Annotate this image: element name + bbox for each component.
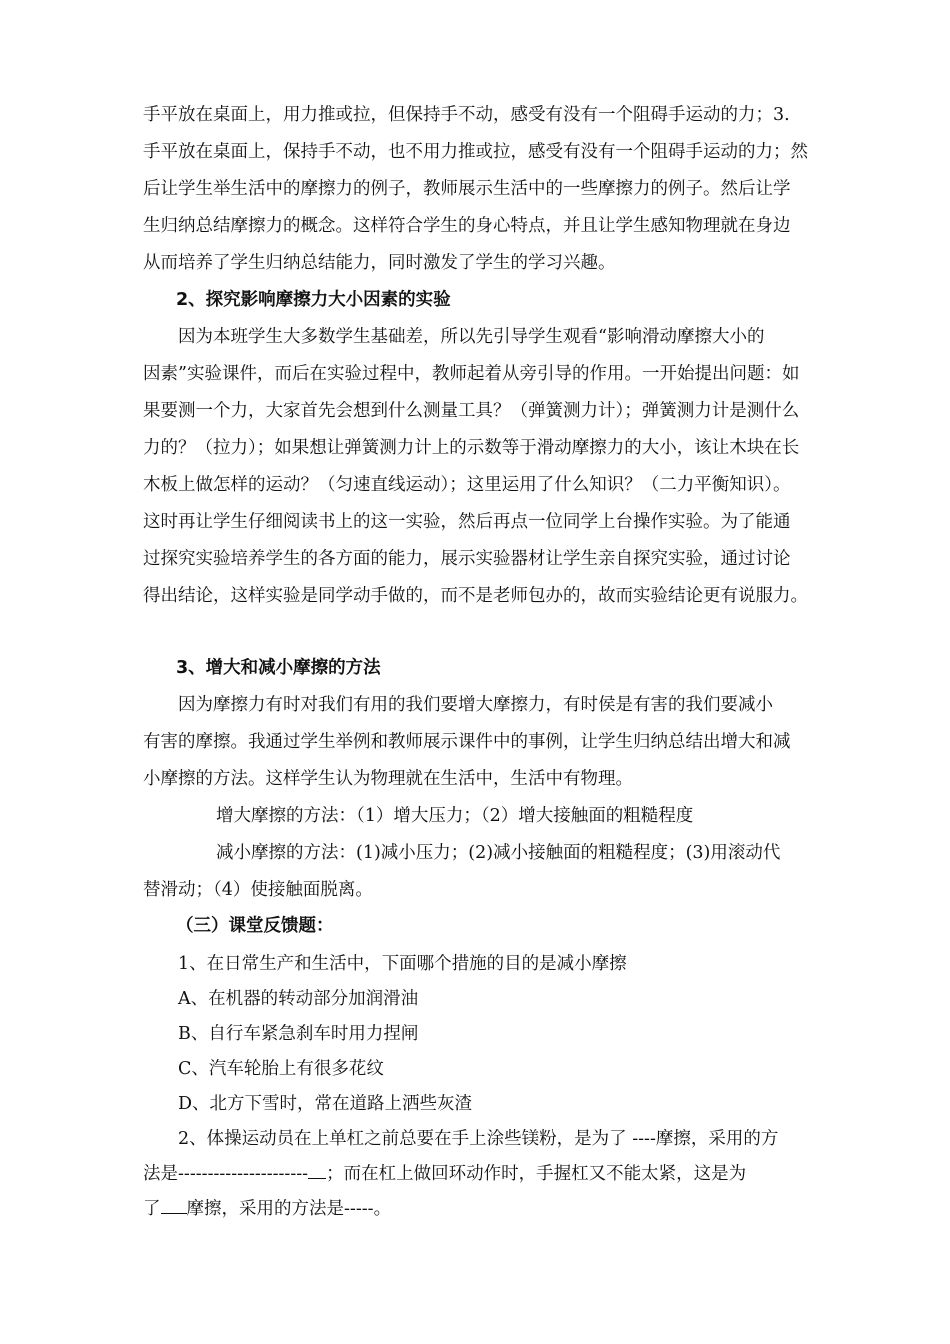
question-option: B、自行车紧急刹车时用力捏闸 — [178, 1024, 419, 1044]
answer-blank: -----。 — [344, 1199, 392, 1219]
paragraph-line: 小摩擦的方法。这样学生认为物理就在生活中，生活中有物理。 — [143, 769, 633, 789]
q2-text: 2、体操运动员在上单杠之前总要在手上涂些镁粉，是为了 — [178, 1129, 633, 1149]
answer-blank: ---- — [632, 1129, 656, 1149]
paragraph-line: 从而培养了学生归纳总结能力，同时激发了学生的学习兴趣。 — [143, 253, 616, 273]
question-option: D、北方下雪时，常在道路上洒些灰渣 — [178, 1094, 473, 1114]
feedback-heading: （三）课堂反馈题： — [176, 916, 334, 936]
paragraph-line: 生归纳总结摩擦力的概念。这样符合学生的身心特点，并且让学生感知物理就在身边 — [143, 216, 791, 236]
answer-blank-underline — [161, 1198, 187, 1214]
question-option: A、在机器的转动部分加润滑油 — [178, 989, 419, 1009]
paragraph-line: 这时再让学生仔细阅读书上的这一实验，然后再点一位同学上台操作实验。为了能通 — [143, 512, 791, 532]
method-line: 减小摩擦的方法：(1)减小压力；(2)减小接触面的粗糙程度；(3)用滚动代 — [216, 843, 781, 863]
answer-blank-underline — [308, 1163, 326, 1179]
paragraph-line: 木板上做怎样的运动？（匀速直线运动）；这里运用了什么知识？（二力平衡知识）。 — [143, 475, 791, 495]
section-heading: 2、探究影响摩擦力大小因素的实验 — [176, 290, 451, 310]
answer-blank: ---------------------- — [178, 1164, 309, 1184]
question-2-line-1 — [178, 1127, 778, 1151]
paragraph-line: 手平放在桌面上，用力推或拉，但保持手不动，感受有没有一个阻碍手运动的力；3. — [143, 105, 790, 125]
paragraph-line: 因为本班学生大多数学生基础差，所以先引导学生观看“影响滑动摩擦大小的 — [178, 327, 765, 347]
q2-text: 摩擦，采用的方法是 — [186, 1199, 344, 1219]
q2-text: 摩擦，采用的方 — [655, 1129, 779, 1149]
paragraph-line: 有害的摩擦。我通过学生举例和教师展示课件中的事例，让学生归纳总结出增大和减 — [143, 732, 791, 752]
section-heading: 3、增大和减小摩擦的方法 — [176, 658, 381, 678]
method-line: 增大摩擦的方法：（1）增大压力；（2）增大接触面的粗糙程度 — [216, 806, 694, 826]
paragraph-line: 手平放在桌面上，保持手不动，也不用力推或拉，感受有没有一个阻碍手运动的力；然 — [143, 142, 808, 162]
paragraph-line: 因素”实验课件，而后在实验过程中，教师起着从旁引导的作用。一开始提出问题：如 — [143, 364, 800, 384]
paragraph-line: 力的？（拉力）；如果想让弹簧测力计上的示数等于滑动摩擦力的大小，该让木块在长 — [143, 438, 800, 458]
paragraph-line: 果要测一个力，大家首先会想到什么测量工具？（弹簧测力计）；弹簧测力计是测什么 — [143, 401, 800, 421]
question-2-line-3 — [143, 1197, 391, 1221]
paragraph-line: 过探究实验培养学生的各方面的能力，展示实验器材让学生亲自探究实验，通过讨论 — [143, 549, 791, 569]
q2-text: 法是 — [143, 1164, 178, 1184]
question-option: C、汽车轮胎上有很多花纹 — [178, 1059, 384, 1079]
method-line: 替滑动；（4）使接触面脱离。 — [143, 880, 373, 900]
q2-text: ；而在杠上做回环动作时，手握杠又不能太紧，这是为 — [326, 1164, 747, 1184]
question-2-line-2 — [143, 1162, 746, 1186]
question-stem: 1、在日常生产和生活中，下面哪个措施的目的是减小摩擦 — [178, 954, 627, 974]
paragraph-line: 因为摩擦力有时对我们有用的我们要增大摩擦力，有时侯是有害的我们要减小 — [178, 695, 773, 715]
q2-text: 了 — [143, 1199, 161, 1219]
paragraph-line: 后让学生举生活中的摩擦力的例子，教师展示生活中的一些摩擦力的例子。然后让学 — [143, 179, 791, 199]
paragraph-line: 得出结论，这样实验是同学动手做的，而不是老师包办的，故而实验结论更有说服力。 — [143, 586, 808, 606]
